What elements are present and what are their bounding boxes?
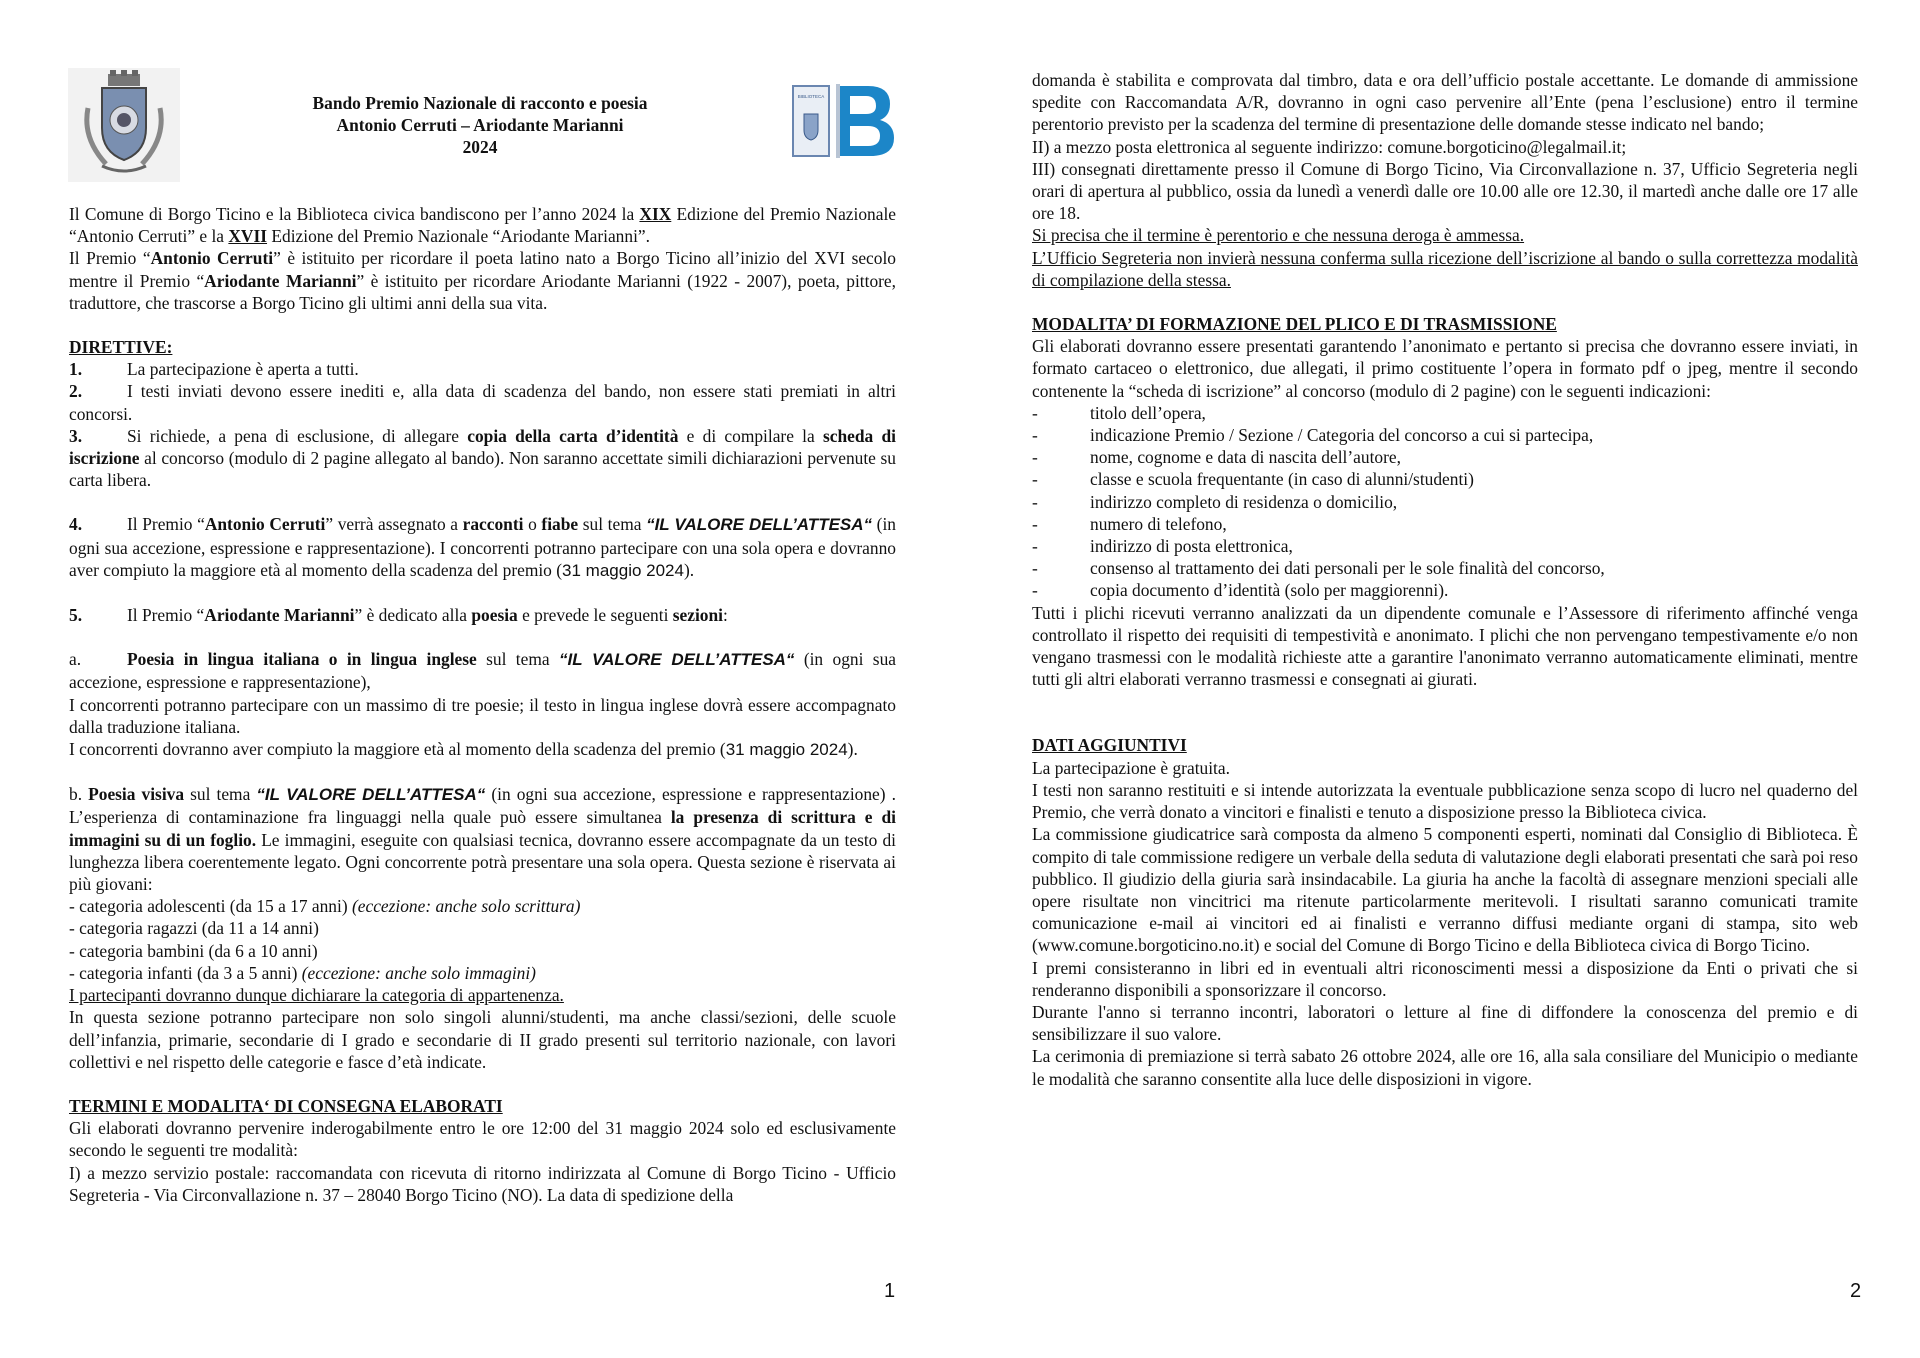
edition-marianni: XVII [228,226,268,247]
directive-text: scheda di iscrizione [69,425,896,469]
list-dash: - [1032,447,1038,468]
section-text: (in ogni sua accezione, espressione e rappresentazione) . L’esperienza di contaminazione fra linguaggi nella quale può essere simultanea [69,784,896,828]
email-delivery: II) a mezzo posta elettronica al seguente indirizzo: comune.borgoticino@legalmail.it; [1032,136,1627,157]
directive-text: sezioni [672,605,723,626]
directive-number: 1. [69,359,83,380]
category-item [69,962,896,984]
section-text: (in ogni sua accezione, espressione e rappresentazione), [69,649,896,693]
directive-text: Si richiede, a pena di esclusione, di allegare [127,425,468,446]
list-item [1032,557,1858,579]
deadline-date: 31 maggio 2024 [562,560,684,580]
termini-postal: I) a mezzo servizio postale: raccomandata con ricevuta di ritorno indirizzata al Comune di Borgo Ticino - Ufficio Segreteria - Via Circonvallazione n. 37 – 28040 Borgo Ticino (NO). La data di spedizione della [69,1162,896,1205]
plico-text: Gli elaborati dovranno essere presentati garantendo l’anonimato e pertanto si precisa che dovranno essere inviati, in formato cartaceo o elettronico, due allegati, il primo costituente l’opera in formato pdf o jpeg, mentre il secondo contenente la “scheda di iscrizione” al concorso (modulo di 2 pagine) con le seguenti indicazioni: [1032,336,1858,401]
title-line-3: 2024 [462,137,498,158]
list-item [1032,446,1858,468]
intro-paragraph [69,203,896,247]
directive-text: racconti [462,514,524,535]
list-dash: - [1032,580,1038,601]
intro-text: Edizione del Premio Nazionale “Ariodante Marianni”. [267,226,650,247]
category-text: - categoria infanti (da 3 a 5 anni) [69,962,302,983]
coat-of-arms-icon [68,68,180,182]
directive-3 [69,425,896,492]
list-text: nome, cognome e data di nascita dell’autore, [1090,447,1401,468]
intro-text: ” è istituito per ricordare Ariodante Marianni (1922 - 2007), poeta, pittore, traduttore, che trascorse a Borgo Ticino gli ultimi anni della sua vita. [69,270,897,313]
directive-text: La partecipazione è aperta a tutti. [127,359,359,380]
section-label: b. [69,784,83,805]
section-a-age [69,738,896,761]
list-item [1032,491,1858,513]
section-a [69,648,896,693]
section-label: a. [69,649,82,670]
intro-text: Edizione del Premio Nazionale “Antonio Cerruti” e la [69,204,897,247]
directive-text: poesia [471,605,518,626]
page-1-body [69,203,896,1206]
document-title [230,92,730,159]
dati-text: La commissione giudicatrice sarà composta da almeno 5 componenti esperti, nominati dal Consiglio di Biblioteca. È compito di tale commissione redigere un verbale della seduta di valutazione degli elaborati presentati che sarà poi reso pubblico. Il giudizio della giuria sarà insindacabile. La giuria ha anche la facoltà di assegnare menzioni speciali alle opere risultate non vincitrici ma ritenute particolarmente meritevoli. I risultati saranno comunicati tramite comunicazione e-mail ai vincitori ed ai finalisti e verranno diffusi mediante organi di stampa, sito web (www.comune.borgoticino.no.it) e social del Comune di Borgo Ticino e della Biblioteca civica di Borgo Ticino. [1032,824,1858,956]
section-text: Poesia visiva [88,784,185,805]
section-text: sul tema [476,649,559,670]
postal-continuation: domanda è stabilita e comprovata dal timbro, data e ora dell’ufficio postale accettante. Le domande di ammissione spedite con Raccomandata A/R, dovranno in ogni caso pervenire all’Ente (pena l’esclusione) entro il termine perentorio previsto per la scadenza del termine di presentazione delle domande stesse indicato nel bando; [1032,70,1858,135]
name-marianni: Ariodante Marianni [204,270,357,291]
list-item [1032,468,1858,490]
list-dash: - [1032,469,1038,490]
section-text: Le immagini, eseguite con qualsiasi tecnica, dovranno essere accompagnate da un testo di lunghezza libera coerentemente legato. Ogni concorrente potrà presentare una sola opera. Questa sezione è riservata ai più giovani: [69,829,896,895]
section-a-text: I concorrenti potranno partecipare con un massimo di tre poesie; il testo in lingua inglese dovrà essere accompagnato dalla traduzione italiana. [69,694,896,737]
plico-review-text: Tutti i plichi ricevuti verranno analizzati da un dipendente comunale e l’Assessore di riferimento affinché venga controllato il rispetto dei requisiti di tempestività e anonimato. I plichi che non pervengano tempestivamente e/o non vengano trasmessi con le modalità richieste atte a garantire l'anonimato verranno automaticamente eliminati, mentre tutti gli altri elaborati verranno trasmessi e consegnati ai giurati. [1032,602,1858,690]
section-b-schools: In questa sezione potranno partecipare non solo singoli alunni/studenti, ma anche classi/sezioni, delle scuole dell’infanzia, primarie, secondarie di I grado e secondarie di II grado presenti sul territorio nazionale, con lavori collettivi e nel rispetto delle categorie e fasce d’età indicate. [69,1007,896,1072]
directive-text: (in ogni sua accezione, espressione e rappresentazione). I concorrenti potranno partecipare con una sola opera e dovranno aver compiuto la maggiore età al momento della scadenza del premio ( [69,514,896,580]
edition-cerruti: XIX [639,204,672,224]
directive-text: ” verrà assegnato a [325,514,463,535]
directive-text: : [723,605,728,626]
intro-paragraph-2 [69,247,896,314]
termini-text: Gli elaborati dovranno pervenire inderogabilmente entro le ore 12:00 del 31 maggio 2024 solo ed esclusivamente secondo le seguenti tre modalità: [69,1118,896,1161]
name-cerruti: Antonio Cerruti [150,248,274,269]
biblioteca-b-logo-icon [790,82,896,160]
title-line-1: Bando Premio Nazionale di racconto e poesia [312,93,648,113]
category-item [69,895,896,917]
theme-title: “IL VALORE DELL’ATTESA“ [256,785,486,805]
category-note: (eccezione: anche solo immagini) [301,962,536,983]
directive-text: e di compilare la [678,425,823,446]
section-text: I concorrenti dovranno aver compiuto la maggiore età al momento della scadenza del premio ( [69,739,726,760]
dati-text: La partecipazione è gratuita. [1032,757,1230,778]
directive-number: 5. [69,605,83,626]
category-text: - categoria adolescenti (da 15 a 17 anni) [69,896,352,917]
list-text: numero di telefono, [1090,513,1227,534]
directive-text: ). [683,559,695,580]
dati-text: I testi non saranno restituiti e si intende autorizzata la eventuale pubblicazione senza scopo di lucro nel quaderno del Premio, che verrà donato a vincitori e finalisti e tenuto a disposizione presso la Biblioteca civica. [1032,779,1858,823]
directive-text: copia della carta d’identità [467,425,679,446]
dati-text: I premi consisteranno in libri ed in eventuali altri riconoscimenti messi a disposizione da Enti o privati che si renderanno disponibili a sponsorizzare il concorso. [1032,957,1858,1000]
theme-title: “IL VALORE DELL’ATTESA“ [558,650,795,670]
list-text: copia documento d’identità (solo per maggiorenni). [1090,580,1449,601]
deadline-note: Si precisa che il termine è perentorio e che nessuna deroga è ammessa. [1032,225,1525,246]
list-dash: - [1032,425,1038,446]
directive-text: Ariodante Marianni [204,605,355,626]
directive-text: sul tema [578,514,647,535]
heading-dati: DATI AGGIUNTIVI [1032,735,1187,756]
list-text: classe e scuola frequentante (in caso di alunni/studenti) [1090,469,1474,490]
page-number: 1 [884,1280,896,1302]
list-text: titolo dell’opera, [1090,402,1206,423]
theme-title: “IL VALORE DELL’ATTESA“ [646,515,873,535]
directive-text: al concorso (modulo di 2 pagine allegato al bando). Non saranno accettate simili dichiarazioni pervenute su carta libera. [69,448,896,491]
hand-delivery: III) consegnati direttamente presso il Comune di Borgo Ticino, Via Circonvallazione n. 37, Ufficio Segreteria negli orari di apertura al pubblico, ossia da lunedì a venerdì dalle ore 10.00 alle ore 12.30, il martedì anche dalle ore 17 alle ore 18. [1032,158,1858,224]
section-text: Poesia in lingua italiana o in lingua inglese [127,649,477,670]
section-text: ). [847,739,858,760]
directive-text: Il Premio “ [127,514,205,535]
directive-number: 2. [69,381,83,402]
intro-text: Il Premio “ [69,248,151,269]
intro-text: Il Comune di Borgo Ticino e la Biblioteca civica bandiscono per l’anno 2024 la [69,204,640,224]
title-line-2: Antonio Cerruti – Ariodante Marianni [336,115,624,136]
page-2 [960,0,1920,1358]
deadline-date: 31 maggio 2024 [725,740,848,760]
list-dash: - [1032,558,1038,579]
list-item [1032,535,1858,557]
list-dash: - [1032,536,1038,557]
page-2-body [1032,69,1858,1090]
logo-caption: BIBLIOTECA [797,94,825,99]
directive-5 [69,604,896,626]
list-item [1032,513,1858,535]
list-dash: - [1032,513,1038,534]
section-text: sul tema [184,784,257,805]
directive-text: o [523,514,542,535]
confirmation-note: L’Ufficio Segreteria non invierà nessuna conferma sulla ricezione dell’iscrizione al bando o sulla correttezza modalità di compilazione della stessa. [1032,247,1858,290]
list-text: indirizzo di posta elettronica, [1090,536,1293,557]
list-text: indirizzo completo di residenza o domicilio, [1090,491,1398,512]
directive-number: 4. [69,514,83,535]
list-dash: - [1032,402,1038,423]
dati-text: Durante l'anno si terranno incontri, laboratori o letture al fine di diffondere la conoscenza del premio e di sensibilizzare il suo valore. [1032,1001,1858,1045]
category-item: - categoria bambini (da 6 a 10 anni) [69,940,318,961]
directive-text: Antonio Cerruti [204,514,326,535]
directive-4 [69,513,896,582]
category-declaration: I partecipanti dovranno dunque dichiarare la categoria di appartenenza. [69,985,564,1006]
list-text: consenso al trattamento dei dati personali per le sole finalità del concorso, [1090,558,1605,579]
list-item [1032,579,1858,601]
list-item [1032,424,1858,446]
intro-text: ” è istituito per ricordare il poeta latino nato a Borgo Ticino all’inizio del XVI secolo mentre il Premio “ [69,248,896,291]
category-item: - categoria ragazzi (da 11 a 14 anni) [69,918,319,939]
directive-1 [69,358,896,380]
heading-direttive: DIRETTIVE: [69,337,173,358]
directive-text: ” è dedicato alla [354,605,472,626]
list-text: indicazione Premio / Sezione / Categoria del concorso a cui si partecipa, [1090,425,1594,446]
page-number: 2 [1850,1280,1862,1302]
heading-termini: TERMINI E MODALITA‘ DI CONSEGNA ELABORATI [69,1095,503,1116]
directive-text: Il Premio “ [127,605,205,626]
directive-text: fiabe [541,514,579,535]
dati-text: La cerimonia di premiazione si terrà sabato 26 ottobre 2024, alle ore 16, alla sala consiliare del Municipio o mediante le modalità che saranno consentite alla luce delle disposizioni in vigore. [1032,1046,1858,1089]
directive-number: 3. [69,425,83,446]
category-note: (eccezione: anche solo scrittura) [351,896,581,917]
section-text: la presenza di scrittura e di immagini su di un foglio. [69,807,896,850]
directive-text: e prevede le seguenti [517,605,673,626]
section-b [69,783,896,895]
list-dash: - [1032,491,1038,512]
directive-2 [69,380,896,424]
heading-plico: MODALITA’ DI FORMAZIONE DEL PLICO E DI TRASMISSIONE [1032,314,1557,335]
list-item [1032,402,1858,424]
directive-text: I testi inviati devono essere inediti e, alla data di scadenza del bando, non essere stati premiati in altri concorsi. [69,381,896,424]
